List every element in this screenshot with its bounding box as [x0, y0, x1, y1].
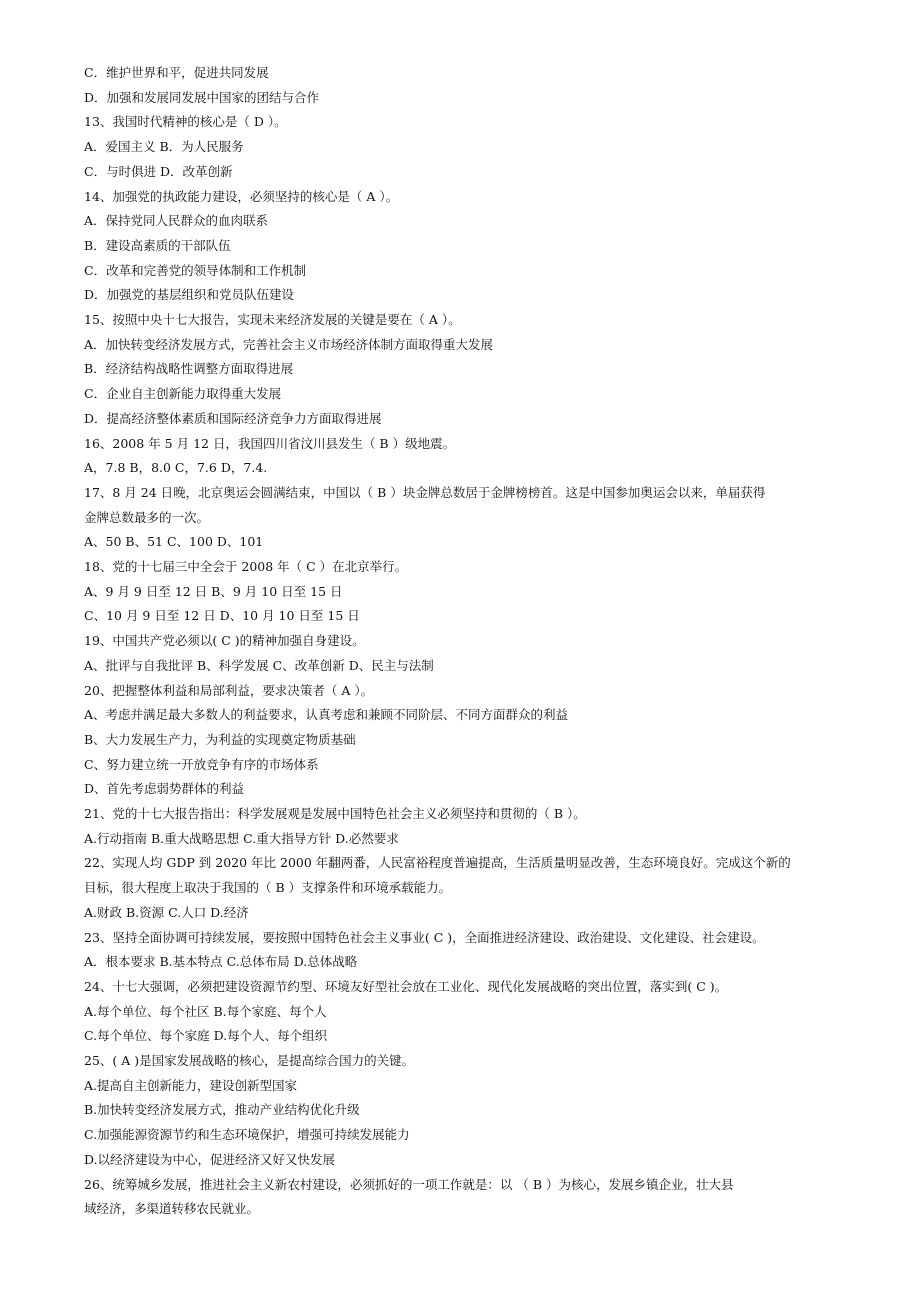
text-line: D．提高经济整体素质和国际经济竞争力方面取得进展 [84, 410, 382, 426]
text-line: 17、8 月 24 日晚，北京奥运会圆满结束，中国以（ B ）块金牌总数居于金牌榜榜首。这是中国参加奥运会以来，单届获得 [84, 484, 766, 500]
text-line: A.每个单位、每个社区 B.每个家庭、每个人 [84, 1003, 327, 1019]
text-line: 20、把握整体利益和局部利益，要求决策者（ A ）。 [84, 682, 374, 698]
text-line: C．改革和完善党的领导体制和工作机制 [84, 262, 307, 278]
text-line: C、10 月 9 日至 12 日 D、10 月 10 日至 15 日 [84, 608, 360, 624]
text-line: D．加强和发展同发展中国家的团结与合作 [84, 89, 320, 105]
text-line: A、批评与自我批评 B、科学发展 C、改革创新 D、民主与法制 [84, 657, 434, 673]
text-line: 26、统筹城乡发展，推进社会主义新农村建设，必须抓好的一项工作就是：以 （ B ）为核心，发展乡镇企业，壮大县 [84, 1176, 734, 1192]
text-line: A．保持党同人民群众的血肉联系 [84, 213, 269, 229]
text-line: B.加快转变经济发展方式，推动产业结构优化升级 [84, 1102, 360, 1118]
text-line: 金牌总数最多的一次。 [84, 509, 210, 525]
text-line: A．根本要求 B.基本特点 C.总体布局 D.总体战略 [84, 954, 358, 970]
text-line: A.提高自主创新能力，建设创新型国家 [84, 1077, 298, 1093]
text-line: 25、( A )是国家发展战略的核心，是提高综合国力的关键。 [84, 1053, 415, 1068]
text-line: B．建设高素质的干部队伍 [84, 237, 231, 253]
text-line: 22、实现人均 GDP 到 2020 年比 2000 年翻两番，人民富裕程度普遍提高，生活质量明显改善，生态环境良好。完成这个新的 [84, 855, 791, 871]
text-line: D．加强党的基层组织和党员队伍建设 [84, 287, 295, 303]
text-line: 18、党的十七届三中全会于 2008 年（ C ）在北京举行。 [84, 559, 408, 574]
text-line: A，7.8 B，8.0 C，7.6 D，7.4. [84, 460, 268, 476]
text-line: A、50 B、51 C、100 D、101 [84, 534, 264, 550]
text-line: 16、2008 年 5 月 12 日，我国四川省汶川县发生（ B ）级地震。 [84, 435, 456, 451]
text-line: A、考虑并满足最大多数人的利益要求，认真考虑和兼顾不同阶层、不同方面群众的利益 [84, 707, 569, 723]
text-line: A.财政 B.资源 C.人口 D.经济 [84, 904, 249, 920]
text-line: 21、党的十七大报告指出：科学发展观是发展中国特色社会主义必须坚持和贯彻的（ B ）。 [84, 806, 586, 821]
text-line: C．与时俱进 D．改革创新 [84, 163, 233, 179]
text-line: 域经济，多渠道转移农民就业。 [84, 1201, 260, 1217]
text-line: C、努力建立统一开放竞争有序的市场体系 [84, 756, 319, 772]
text-line: 19、中国共产党必须以( C )的精神加强自身建设。 [84, 633, 365, 649]
text-line: C.每个单位、每个家庭 D.每个人、每个组织 [84, 1028, 328, 1044]
text-line: 24、十七大强调，必须把建设资源节约型、环境友好型社会放在工业化、现代化发展战略的突出位置，落实到( C )。 [84, 978, 728, 994]
text-line: 13、我国时代精神的核心是（ D ）。 [84, 114, 287, 130]
text-line: 15、按照中央十七大报告，实现未来经济发展的关键是要在（ A ）。 [84, 312, 461, 327]
text-line: 23、坚持全面协调可持续发展，要按照中国特色社会主义事业( C )，全面推进经济建设、政治建设、文化建设、社会建设。 [84, 929, 765, 945]
text-line: 14、加强党的执政能力建设，必须坚持的核心是（ A ）。 [84, 188, 399, 204]
text-line: C.加强能源资源节约和生态环境保护，增强可持续发展能力 [84, 1127, 410, 1143]
text-line: D.以经济建设为中心，促进经济又好又快发展 [84, 1151, 336, 1167]
text-line: B、大力发展生产力，为利益的实现奠定物质基础 [84, 731, 356, 747]
text-line: 目标，很大程度上取决于我国的（ B ）支撑条件和环境承载能力。 [84, 880, 452, 896]
text-line: A．爱国主义 B．为人民服务 [84, 139, 244, 155]
text-line: D、首先考虑弱势群体的利益 [84, 781, 245, 797]
text-line: A、9 月 9 日至 12 日 B、9 月 10 日至 15 日 [84, 583, 343, 599]
text-line: C．企业自主创新能力取得重大发展 [84, 386, 282, 402]
text-line: A.行动指南 B.重大战略思想 C.重大指导方针 D.必然要求 [84, 830, 399, 846]
text-line: B．经济结构战略性调整方面取得进展 [84, 361, 294, 377]
text-line: C．维护世界和平，促进共同发展 [84, 65, 269, 80]
text-line: A．加快转变经济发展方式，完善社会主义市场经济体制方面取得重大发展 [84, 336, 494, 352]
